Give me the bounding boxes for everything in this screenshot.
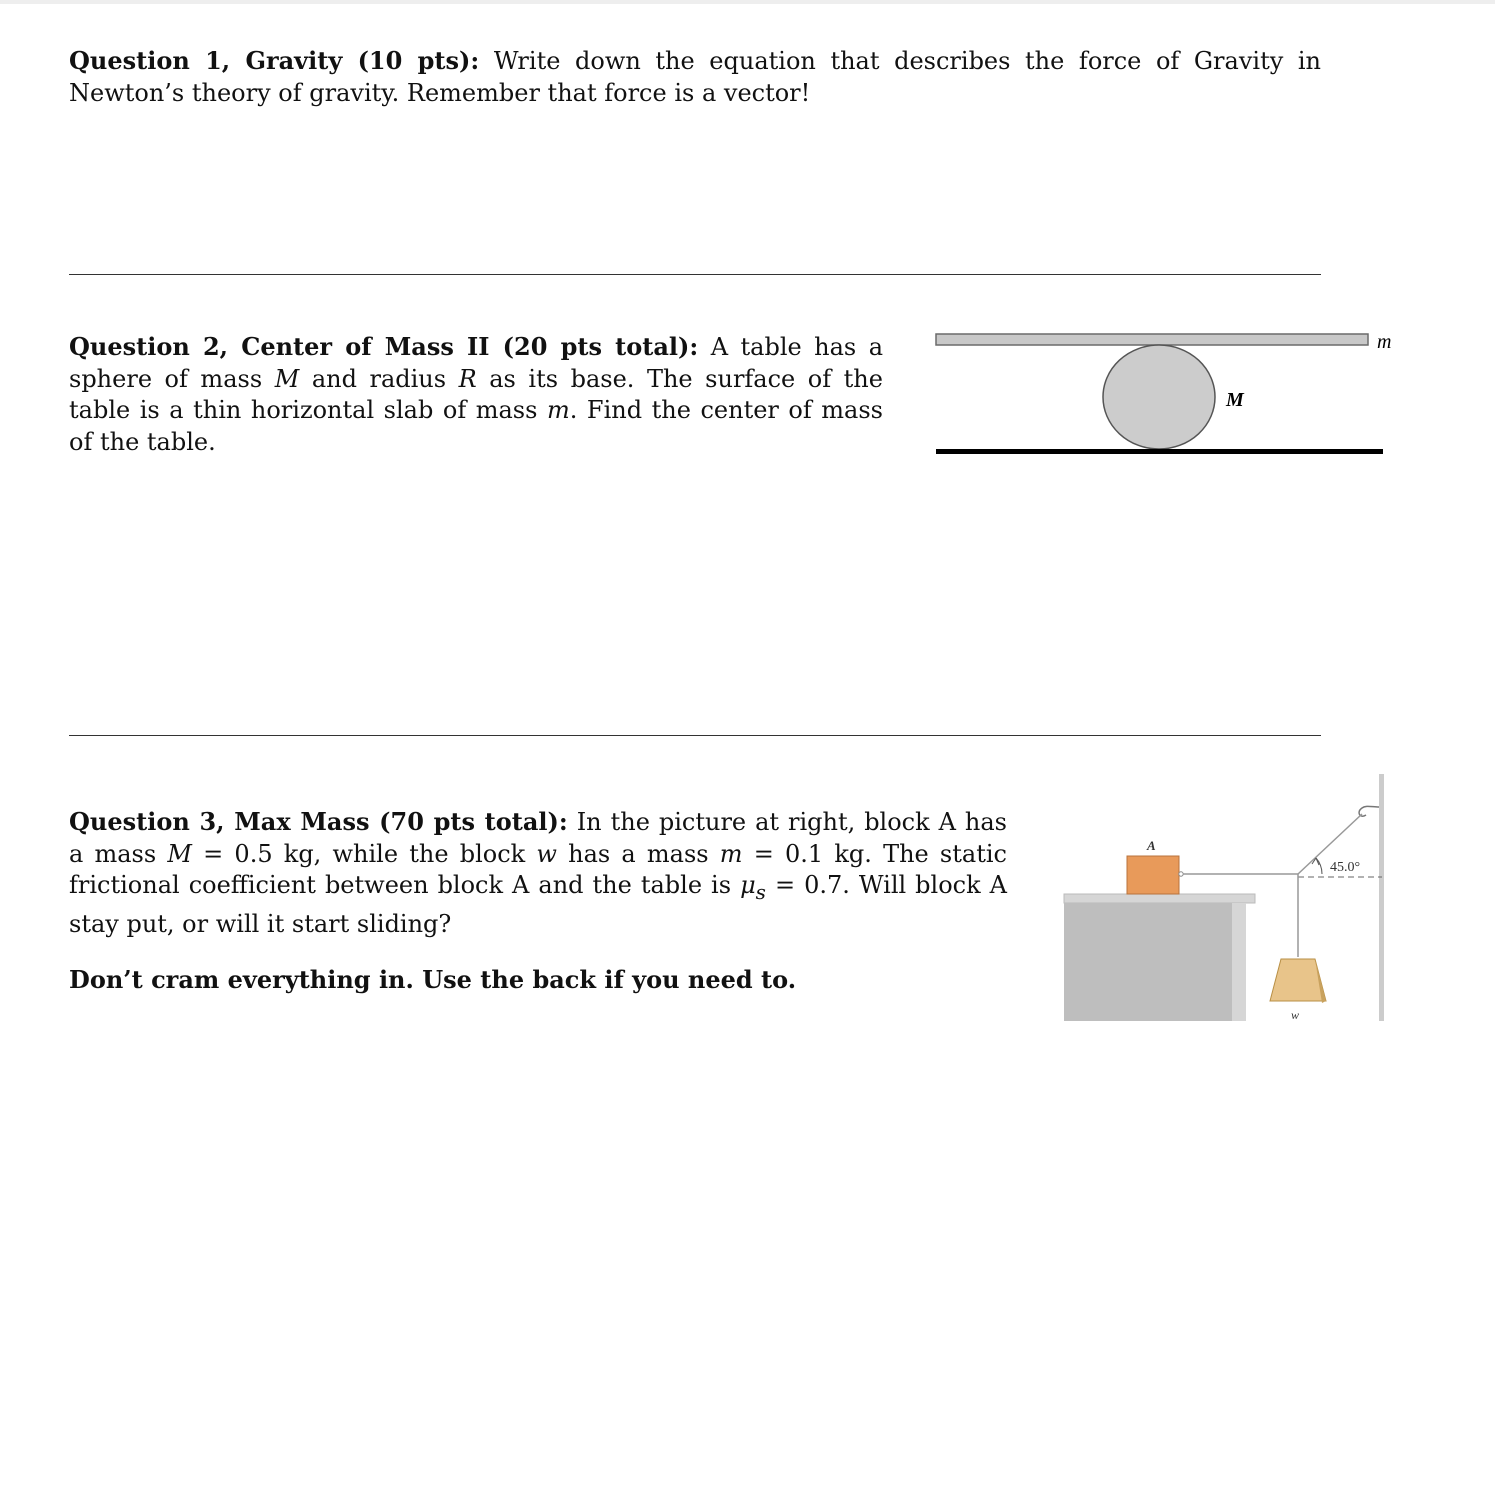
equation-mu: = 0.7. <box>774 871 850 900</box>
question-3 <box>69 806 1007 940</box>
question-3-text-3: has a mass <box>568 839 709 868</box>
block-a <box>1127 856 1179 894</box>
equation-m: = 0.1 kg. <box>753 839 872 868</box>
pulley-diagram <box>1060 774 1400 1024</box>
table-leg <box>1232 903 1246 1021</box>
var-R: R <box>458 364 477 393</box>
question-3-text-1: In the picture at right, block A has a mass <box>69 808 1008 868</box>
weight-w <box>1270 959 1326 1001</box>
question-1 <box>69 45 1321 109</box>
var-mu: μ <box>740 871 756 900</box>
question-2 <box>69 331 883 458</box>
var-m: m <box>719 839 743 868</box>
block-a-label: A <box>1147 838 1156 853</box>
var-m: m <box>547 396 570 425</box>
var-M: M <box>274 364 300 393</box>
instruction-note: Don’t cram everything in. Use the back if you need to. <box>69 965 797 994</box>
question-3-text-4: The static frictional coefficient between block A and the table is <box>69 839 1007 900</box>
question-1-body: Write down the equation that describes the force of Gravity in Newton’s theory of gravity. Remember that force is a vector! <box>69 47 1321 107</box>
divider-1 <box>69 274 1321 275</box>
question-2-text-3: as its base. The surface of the table is a thin horizontal slab of mass <box>69 364 883 425</box>
sphere <box>1103 345 1215 449</box>
question-3-heading: Question 3, Max Mass (70 pts total): <box>69 807 568 836</box>
angle-label: 45.0° <box>1330 860 1361 875</box>
question-2-text-1: A table has a sphere of mass <box>69 333 884 393</box>
divider-2 <box>69 735 1321 736</box>
table-sphere-diagram <box>930 330 1410 460</box>
top-edge <box>0 0 1495 4</box>
floor <box>936 449 1383 454</box>
weight-label: w <box>1291 1008 1300 1022</box>
table-top <box>1064 894 1255 903</box>
equation-M: = 0.5 kg, <box>203 839 322 868</box>
sphere-mass-label: M <box>1226 389 1244 411</box>
var-mu-subscript: s <box>755 879 766 904</box>
slab <box>936 334 1368 345</box>
var-w: w <box>536 839 557 868</box>
slab-mass-label: m <box>1377 331 1392 353</box>
table-body <box>1064 903 1232 1021</box>
question-3-text-5: Will block A stay put, or will it start sliding? <box>69 871 1007 938</box>
question-2-text-2: and radius <box>311 364 447 393</box>
question-3-text-2: while the block <box>332 839 526 868</box>
question-1-heading: Question 1, Gravity (10 pts): <box>69 46 480 75</box>
question-2-heading: Question 2, Center of Mass II (20 pts total): <box>69 332 699 361</box>
question-2-text-4: . Find the center of mass of the table. <box>69 396 884 456</box>
var-M: M <box>167 839 192 868</box>
wall <box>1379 774 1384 1021</box>
